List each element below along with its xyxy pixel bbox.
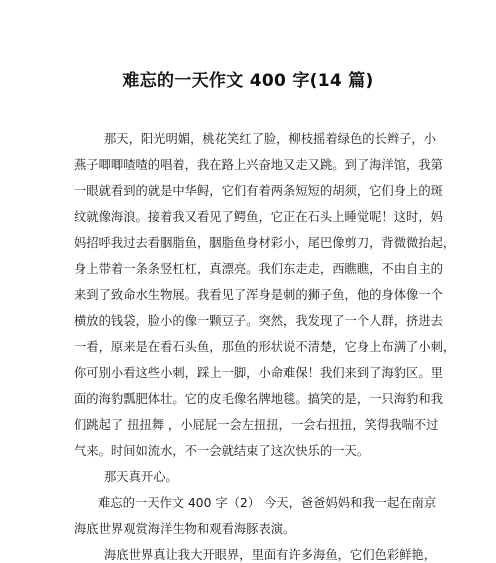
paragraph-line: 难忘的一天作文 400 字（2） 今天，爸爸妈妈和我一起在南京 (98, 496, 437, 510)
paragraph-line: 海底世界观赏海洋生物和观看海豚表演。 (74, 522, 296, 536)
paragraph-line: 海底世界真让我大开眼界，里面有许多海鱼，它们色彩鲜艳， (104, 548, 437, 562)
paragraph-line: 们跳起了 扭扭舞 ，小屁屁一会左扭扭，一会右扭扭，笑得我喘不过 (74, 418, 439, 432)
paragraph-line: 你可别小看这些小刺，踩上一脚，小命难保！我们来到了海豹区。里 (74, 366, 443, 380)
paragraph-line: 来到了致命水生物展。我看见了浑身是刺的狮子鱼，他的身体像一个 (74, 288, 443, 302)
paragraph-line: 一眼就看到的就是中华鲟，它们有着两条短短的胡须，它们身上的斑 (74, 184, 443, 198)
document-title: 难忘的一天作文 400 字(14 篇) (122, 71, 374, 91)
paragraph-line: 那天真开心。 (104, 470, 178, 484)
paragraph-line: 面的海豹瓢肥体壮。它的皮毛像名牌地毯。搞笑的是，一只海豹和我 (74, 392, 443, 406)
paragraph-line: 一看，原来是在看石头鱼，那鱼的形状说不清楚，它身上布满了小刺， (74, 340, 456, 354)
paragraph-line: 燕子唧唧喳喳的唱着，我在路上兴奋地又走又跳。到了海洋馆，我第 (74, 158, 443, 172)
paragraph-line: 横放的钱袋，脸小的像一颗豆子。突然，我发现了一个人群，挤进去 (74, 314, 443, 328)
paragraph-line: 纹就像海浪。接着我又看见了鳄鱼，它正在石头上睡觉呢！这时，妈 (74, 210, 443, 224)
paragraph-line: 气来。时间如流水，不一会就结束了这次快乐的一天。 (74, 444, 370, 458)
paragraph-line: 那天，阳光明媚，桃花笑红了脸，柳枝摇着绿色的长辫子，小 (104, 132, 437, 146)
paragraph-line: 身上带着一条条竖杠杠，真漂亮。我们东走走，西瞧瞧，不由自主的 (74, 262, 443, 276)
paragraph-line: 妈招呼我过去看胭脂鱼，胭脂鱼身材彩小，尾巴像剪刀，背微微抬起， (74, 236, 456, 250)
